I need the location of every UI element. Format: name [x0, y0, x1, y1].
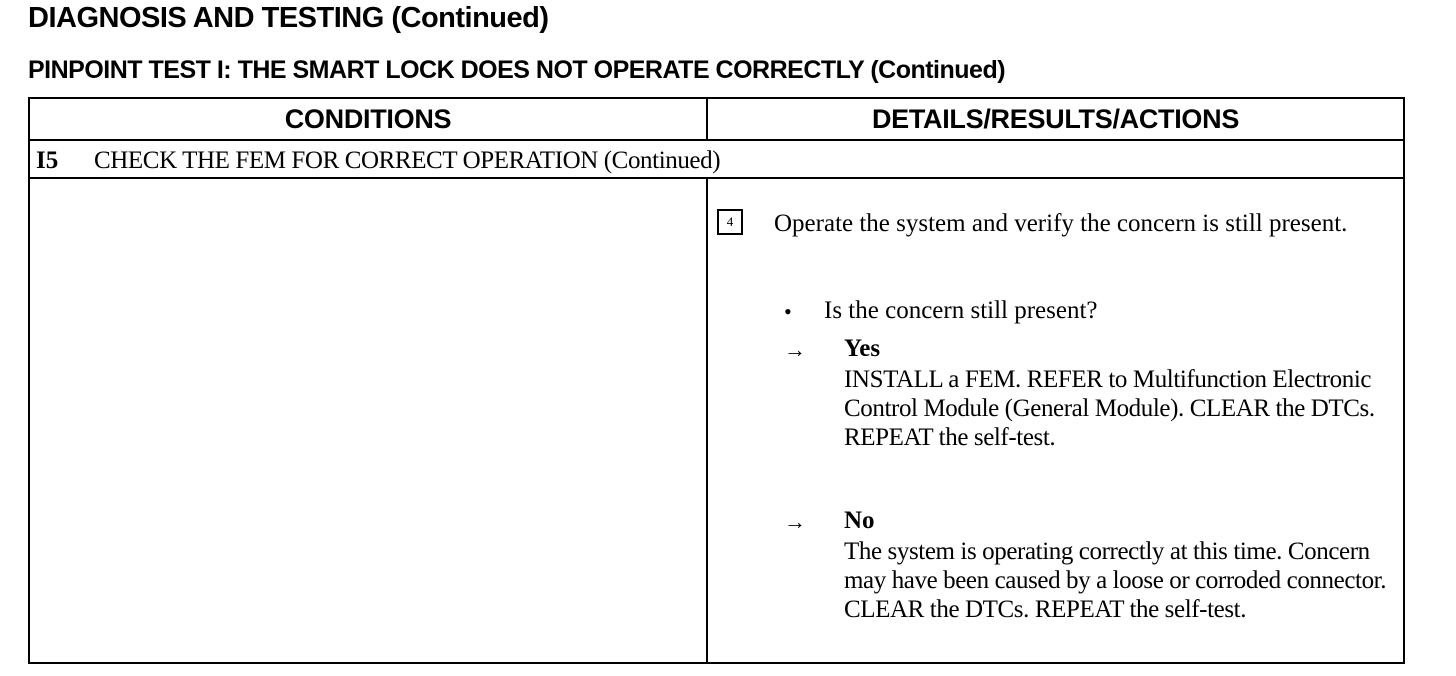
step-title: CHECK THE FEM FOR CORRECT OPERATION (Continued)	[94, 147, 721, 174]
step-row	[30, 139, 1403, 179]
conditions-cell	[30, 179, 708, 662]
answer-no-action: The system is operating correctly at this time. Concern may have been caused by a loose or corroded connector. CLEAR the DTCs. REPEAT the self-test.	[844, 538, 1387, 623]
substep-number-box: 4	[717, 209, 743, 235]
section-header: DIAGNOSIS AND TESTING (Continued)	[28, 2, 549, 34]
answer-no-label: No	[844, 507, 875, 534]
arrow-right-icon: →	[784, 337, 806, 362]
test-title: PINPOINT TEST I: THE SMART LOCK DOES NOT OPERATE CORRECTLY (Continued)	[28, 56, 1006, 84]
substep-instruction: Operate the system and verify the concern is still present.	[774, 210, 1348, 237]
details-header: DETAILS/RESULTS/ACTIONS	[871, 103, 1240, 134]
details-cell	[708, 179, 1403, 662]
conditions-header: CONDITIONS	[30, 99, 708, 139]
arrow-right-icon: →	[784, 509, 806, 534]
answer-yes-action: INSTALL a FEM. REFER to Multifunction Electronic Control Module (General Module). CLEAR the DTCs. REPEAT the self-test.	[844, 366, 1375, 451]
substep-question: Is the concern still present?	[824, 297, 1098, 324]
step-id: I5	[36, 147, 59, 174]
answer-yes-label: Yes	[844, 335, 881, 362]
pinpoint-test-table	[28, 97, 1405, 664]
bullet-icon: •	[784, 299, 792, 324]
